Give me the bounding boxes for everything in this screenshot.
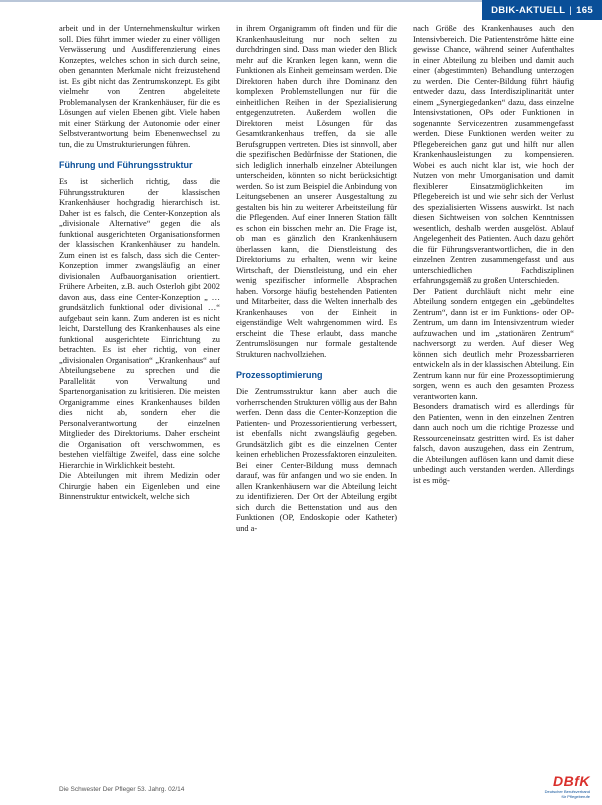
section-header	[482, 0, 602, 20]
paragraph: Besonders dramatisch wird es allerdings für den Patienten, wenn in den einzelnen Zentren dann auch noch um die richtige Prozesse und Ressourceneinsatz gestritten wird. Es ist daher falsch, davon auszugehen, dass ein Zentrum, die Abteilungen auflösen kann und damit diese unbedingt auch verstanden werden. Allerdings ist es mög-	[413, 402, 574, 485]
column-1	[59, 24, 220, 774]
section-title: DBIK-AKTUELL	[491, 4, 566, 16]
paragraph: nach Größe des Krankenhauses auch den Intensivbereich. Die Patientenströme hätte eine gewisse Chance, während seiner Aufenthaltes in einer Abteilung zu bleiben und damit auch einer (abgestimmten) Behandlung unterzogen zu werden. Die Center-Bildung führt häufig entweder dazu, dass Interdisziplinarität unter einem „Synergiegedanken“ dazu, dass einzelne Intensivstationen, OPs oder Funktionen in sogenannte Servicezentren zusammengefasst werden. Diese Funktionen werden weiter zu Pflegebereichen ganz gut und hilft nur allen Krankenhausleistungen zu kompensieren. Wobei es auch nicht klar ist, wie hoch der Nutzen von mehr Umorganisation und damit flexiblerer Einsatzmöglichkeiten im Pflegebereich ist und wie sehr sich der Verlust des spezialisierten Wissens auswirkt. Ist nach diesen Sichtweisen von solchen Kenntnissen wesentlich, deshalb werden ausgelöst. Ablauf Angelegenheit des Patienten. Auch dazu gehört die für Führungsverantwortlichen, die in den einzelnen Zentren zusammengefasst und aus unterschiedlichen Fachdisziplinen erfahrungsgemäß zu großen Unterschieden.	[413, 24, 574, 285]
paragraph: Es ist sicherlich richtig, dass die Führungsstrukturen der klassischen Krankenhäuser hochgradig hierarchisch ist. Daher ist es falsch, die Center-Konzeption als „divisionale Alternative“ gegen die als funktional ausgerichteten Organisationsformen der klassischen Krankenhäuser zu handeln. Zum einen ist es falsch, dass sich die Center-Konzeption immer zwangsläufig an einer divisionalen Aufbauorganisation orientiert. Frühere Arbeiten, z.B. auch Osterloh gibt 2002 davon aus, dass eine Center-Konzeption „ … grundsätzlich funktional oder divisional …“ aufgebaut sein kann. Zum anderen ist es nicht leicht, Darstellung des Krankenhauses als eine funktional ausgerichtete Einrichtung zu betrachten. Es ist eher richtig, von einer „divisionalen Organisation“ „Krankenhaus“ auf Abteilungsebene zu sprechen und die Parallelität von Verwaltung und Spartenorganisation zu kritisieren. Die meisten Organigramme eines Krankenhauses bilden dies nicht ab, sondern eher die Personalverantwortung der einzelnen Mitglieder des Direktoriums. Daher erscheint die Organisation oft verschwommen, es bestehen vielfältige Zweifel, dass eine solche Hierarchie in Wirklichkeit besteht.	[59, 177, 220, 470]
paragraph: Der Patient durchläuft nicht mehr eine Abteilung sondern entgegen ein „gebündeltes Zentrum“, dann ist er im Funktions- oder OP-Zentrum, um dann im Intensivzentrum wieder aufzuwachen und im „stationären Zentrum“ nachversorgt zu werden. Auf dieser Weg können sich deutlich mehr Prozessbarrieren entwickeln als in der klassischen Abteilung. Ein Zentrum kann nur für eine Prozessoptimierung sorgen, wenn es auch den gesamten Prozess verantworten kann.	[413, 286, 574, 401]
page-number: 165	[576, 4, 593, 16]
column-3	[413, 24, 574, 774]
dbfk-logo	[544, 773, 590, 801]
paragraph: arbeit und in der Unternehmenskultur wirken soll. Dies führt immer wieder zu einer völligen Verwässerung und Ausdifferenzierung eines Konzeptes, welches schon in sich durch seine, oben genannten Merkmale nicht freizustehend ist. Es gibt nicht das Zentrumskonzept. Es gibt vielmehr von Zentren abgeleitete Problemanalysen der Krankenhäuser, für die es Lösungen auf vielen Ebenen gibt. Viele haben mit einer Stärkung der Autonomie oder einer Selbstverantwortung beim Ebenenwechsel zu tun, die zu Umstrukturierungen führen.	[59, 24, 220, 149]
article-body	[59, 24, 575, 774]
section-heading-prozessoptimierung: Prozessoptimierung	[236, 370, 323, 380]
column-2	[236, 24, 397, 774]
paragraph: in ihrem Organigramm oft finden und für die Krankenhausleitung nur noch selten zu durchdringen sind. Dass man wieder den Blick mehr auf die Kranken legen kann, wenn die Funktionen als Einheit gemeinsam werden. Die Direktoren haben durch ihre Dominanz den komplexen Problemstellungen nur für die einheitlichen Reihen in der Spezialisierung entgegenzutreten. Außerdem wollen die Direktoren meist Lösungen für das Gesamtkrankenhaus treffen, da sie alle Berufsgruppen vertreten. Dies ist sinnvoll, aber die spezifischen Bedürfnisse der Stationen, die sich lediglich innerhalb einzelner Abteilungen unterscheiden, könnten so nicht berücksichtigt werden. So ist zum Beispiel die Anbindung von Leitungsebenen an unserer Ausgestaltung zu gestalten bis hin zu weiterer Arbeitsteilung für die Pflegenden. Auf einer Inneren Station fällt es schon ein bisschen mehr an. Die Frage ist, ob man es gänzlich den Krankenhäusern überlassen kann, die Dienstleistung des Direktoriums zu erhalten, wenn wir keine Wirtschaft, der Dienstleistung, und ein eher wenig spezifischer informelle Absprachen haben. Vorsorge häufig bestehenden Patienten und Mitarbeiter, dass die Welten innerhalb des Krankenhauses von der Einheit in eigenständige Welt wahrgenommen wird. Es erscheint die These erlaubt, dass manche Zentrumslösungen nur formale gestaltende Strukturen nachvollziehen.	[236, 24, 397, 359]
header-separator: |	[569, 4, 573, 16]
paragraph: Die Zentrumsstruktur kann aber auch die vorherrschenden Strukturen völlig aus der Bahn werfen. Denn dass die Center-Konzeption die Patienten- und Prozessorientierung verbessert, ist ebenfalls nicht zwangsläufig gegeben. Grundsätzlich gibt es die einzelnen Center keinen erheblichen Prozessfaktoren einzuleiten. Bei einer Center-Bildung muss demnach darauf, was für anfangen und wo sie enden. In allen Krankenhäusern war die Abteilung leicht zu identifizieren. Der Ort der Abteilung ergibt sich durch die Bettenstation und aus den Funktionen (OP, Endoskopie oder Katheter) und a-	[236, 387, 397, 533]
footer-source: Die Schwester Der Pfleger 53. Jahrg. 02/14	[59, 786, 185, 793]
paragraph: Die Abteilungen mit ihrem Medizin oder Chirurgie haben ein Eigenleben und eine Binnenstruktur entwickelt, welche sich	[59, 471, 220, 501]
logo-mark: DBfK	[553, 773, 590, 789]
section-heading-fuehrung: Führung und Führungsstruktur	[59, 160, 193, 170]
logo-subtitle: Deutscher Berufsverband für Pflegeberufe	[544, 789, 590, 799]
